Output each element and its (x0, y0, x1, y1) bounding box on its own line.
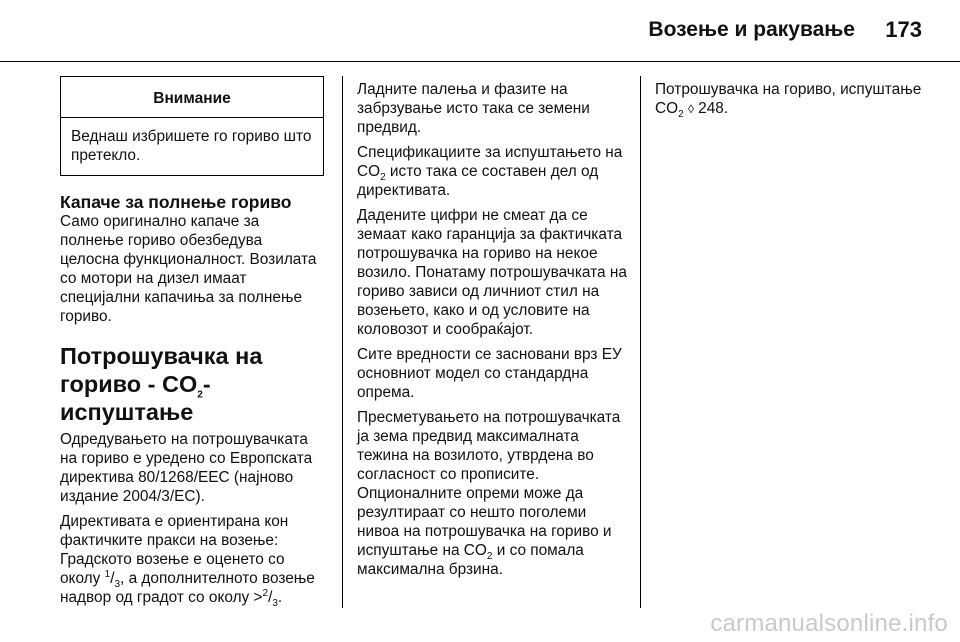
column-divider (640, 76, 641, 608)
paragraph: Одредувањето на потрошувачката на гориво е уредено со Европската директива 80/1268/EEC (најново издание 2004/3/EC). (60, 431, 313, 505)
section-heading-consumption: Потрошувачка на гориво - $CO_2$-испуштање (60, 343, 263, 425)
warning-title: Внимание (61, 77, 323, 118)
cross-reference[interactable]: Потрошувачка на гориво, испуштање $CO_2$ ◊ 248. (655, 81, 922, 121)
page-reference-arrow-icon: ◊ (687, 102, 694, 116)
column-2 (357, 80, 629, 585)
warning-text: Веднаш избришете го гориво што претекло. (71, 128, 312, 164)
running-header-title: Возење и ракување (648, 18, 855, 41)
paragraph: Сите вредности се засновани врз ЕУ основниот модел со стандардна опрема. (357, 346, 622, 401)
column-3 (655, 80, 925, 125)
paragraph: Директивата е ориентирана кон фактичките пракси на возење: Градското возење е оценето со околу $^1/_3$, а дополнителното возење надвор од градот со околу $>^2/_3$. (60, 513, 315, 610)
paragraph: Дадените цифри не смеат да се земаат како гаранција за фактичката потрошувачка на гориво на некое возило. Понатаму потрошувачката на гориво зависи од личниот стил на возењето, како и од условите на коловозот и сообраќајот. (357, 207, 627, 338)
warning-box (60, 76, 324, 176)
paragraph: Спецификациите за испуштањето на $CO_2$ исто така се составен дел од директивата. (357, 144, 623, 199)
paragraph: Пресметувањето на потрошувачката ја зема предвид максималната тежина на возилото, утврдена во согласност со прописите. Опционалните опреми може да резултираат со нешто поголеми нивоа на потрошувачка на гориво и испуштање на $CO_2$ и со помала максимална брзина. (357, 409, 621, 578)
paragraph: Ладните палења и фазите на забрзување исто така се земени предвид. (357, 81, 590, 136)
watermark: carmanualsonline.info (710, 610, 948, 637)
header-rule (0, 61, 960, 62)
column-1 (60, 76, 324, 613)
paragraph: Само оригинално капаче за полнење гориво обезбедува целосна функционалност. Возилата со мотори на дизел имаат специјални капачиња за полнење гориво. (60, 213, 317, 325)
section-heading-fuel-cap: Капаче за полнење гориво (60, 192, 292, 212)
column-divider (342, 76, 343, 608)
page-number: 173 (885, 17, 922, 42)
